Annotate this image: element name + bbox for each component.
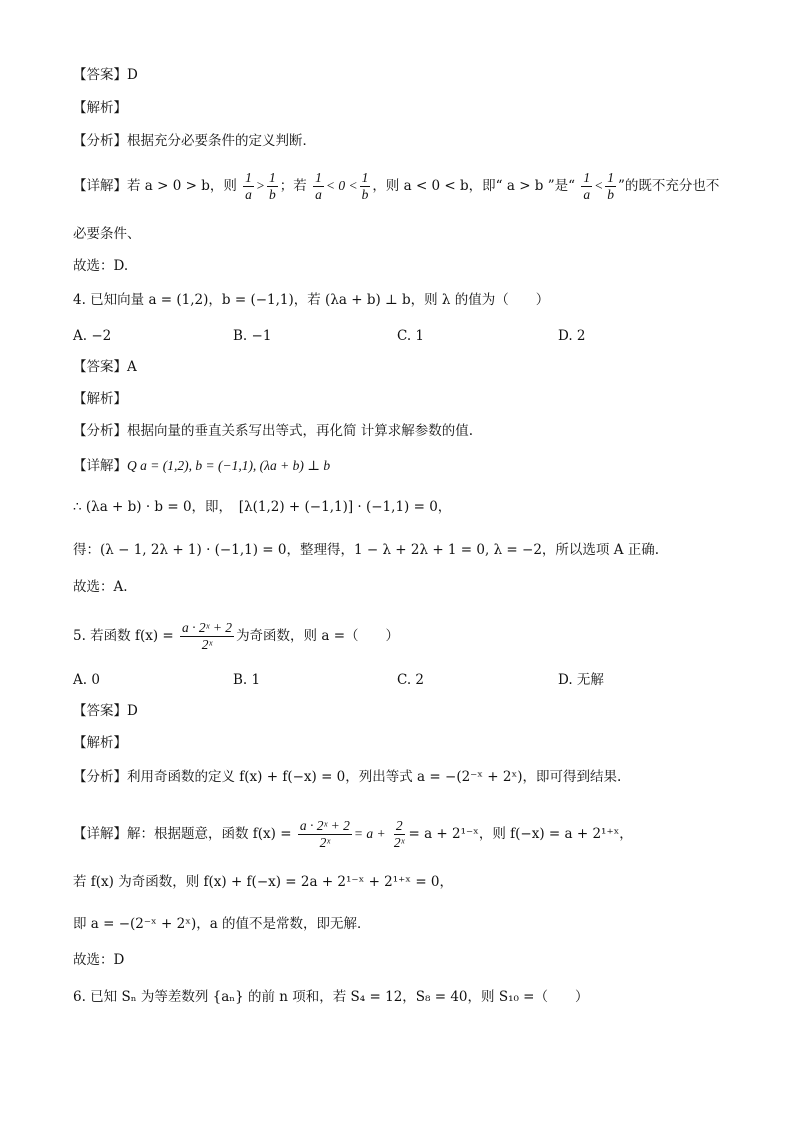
q3-fenxi-line bbox=[73, 131, 316, 151]
q4-stem: 4. 已知向量 a = (1,2)，b = (−1,1)，若 (λa + b) ⊥ b，则 λ 的值为（ ） bbox=[73, 292, 550, 308]
q6-stem: 6. 已知 Sₙ 为等差数列 {aₙ} 的前 n 项和，若 S₄ = 12，S₈ = 40，则 S₁₀ =（ ） bbox=[73, 989, 589, 1005]
q4-answer-line: 【答案】A bbox=[73, 359, 137, 375]
q5-stem: 5. 若函数 f(x) = $\frac{\text{a · 2ˣ + 2}}{\text{2ˣ}}$ 为奇函数，则 a =（ ） bbox=[73, 620, 400, 652]
q5-detail-1: 【详解】解：根据题意，函数 f(x) = $\frac{\text{a · 2ˣ + 2}}{\text{2ˣ}}$ = a + $\frac{2}{\text{2ˣ}}$ = a + 2¹⁻ˣ，则 f(−x) = a + 2¹⁺ˣ， bbox=[73, 818, 633, 850]
q3-choose: 故选：D. bbox=[73, 258, 129, 274]
q4-option-c: C. 1 bbox=[397, 328, 425, 344]
fraction: $\frac{2}{\text{2ˣ}}$ bbox=[393, 818, 405, 850]
fraction: $\frac{1}{b}$ bbox=[607, 170, 614, 202]
q5-option-d: D. 无解 bbox=[558, 672, 604, 688]
q3-answer-line bbox=[73, 65, 138, 85]
answer-value: A bbox=[127, 359, 137, 375]
q4-option-a: A. −2 bbox=[73, 328, 112, 344]
q3-analysis-tag: 【解析】 bbox=[73, 100, 127, 116]
q5-fenxi-line: 【分析】利用奇函数的定义 f(x) + f(−x) = 0，列出等式 a = −(2⁻ˣ + 2ˣ)，即可得到结果. bbox=[73, 769, 622, 785]
q4-choose: 故选：A. bbox=[73, 579, 128, 595]
fraction: $\frac{\text{a · 2ˣ + 2}}{\text{2ˣ}}$ bbox=[299, 818, 350, 850]
q4-detail-1: 【详解】Q a = (1,2), b = (−1,1), (λa + b) ⊥ b bbox=[73, 458, 331, 474]
q5-option-c: C. 2 bbox=[397, 672, 425, 688]
q4-fenxi-line: 【分析】根据向量的垂直关系写出等式，再化简 计算求解参数的值. bbox=[73, 423, 474, 439]
q3-detail-cont: 必要条件、 bbox=[73, 226, 141, 242]
q5-answer-line: 【答案】D bbox=[73, 703, 138, 719]
fraction: $\frac{1}{b}$ bbox=[269, 170, 276, 202]
q5-analysis-tag: 【解析】 bbox=[73, 735, 127, 751]
fraction: $\frac{1}{a}$ bbox=[583, 170, 591, 202]
answer-tag: 【答案】 bbox=[73, 67, 127, 83]
q5-detail-2: 若 f(x) 为奇函数，则 f(x) + f(−x) = 2a + 2¹⁻ˣ + 2¹⁺ˣ = 0， bbox=[73, 874, 454, 890]
q4-option-d: D. 2 bbox=[558, 328, 586, 344]
fenxi-tag: 【分析】 bbox=[73, 133, 127, 149]
q3-detail-line: 【详解】若 a > 0 > b，则 $\frac{1}{a}$ > $\frac{1}{b}$ ；若 $\frac{1}{a}$ < 0 < $\frac{1}{b}$ ，则 a < 0 < b，即“ a > b ”是“ $\frac{1}{a}$ < $\frac{1}{b}$ ”的既不充分也不 bbox=[73, 170, 720, 202]
fraction: $\frac{\text{a · 2ˣ + 2}}{\text{2ˣ}}$ bbox=[182, 620, 233, 652]
q4-detail-2: ∴ (λa + b) · b = 0，即， [λ(1,2) + (−1,1)] · (−1,1) = 0， bbox=[73, 499, 452, 515]
answer-value: D bbox=[127, 703, 138, 719]
q4-option-b: B. −1 bbox=[233, 328, 272, 344]
q5-option-a: A. 0 bbox=[73, 672, 100, 688]
q5-detail-3: 即 a = −(2⁻ˣ + 2ˣ)，a 的值不是常数，即无解． bbox=[73, 916, 371, 932]
q5-choose: 故选：D bbox=[73, 952, 125, 968]
q4-detail-3: 得：(λ − 1, 2λ + 1) · (−1,1) = 0，整理得，1 − λ + 2λ + 1 = 0, λ = −2，所以选项 A 正确. bbox=[73, 542, 660, 558]
fraction: $\frac{1}{b}$ bbox=[361, 170, 369, 202]
fraction: $\frac{1}{a}$ bbox=[315, 170, 322, 202]
fraction: $\frac{1}{a}$ bbox=[245, 170, 252, 202]
q4-analysis-tag: 【解析】 bbox=[73, 391, 127, 407]
answer-value: D bbox=[127, 67, 138, 83]
q5-option-b: B. 1 bbox=[233, 672, 261, 688]
fenxi-text: 根据充分必要条件的定义判断． bbox=[127, 133, 316, 149]
xiangjie-tag: 【详解】 bbox=[73, 178, 127, 194]
